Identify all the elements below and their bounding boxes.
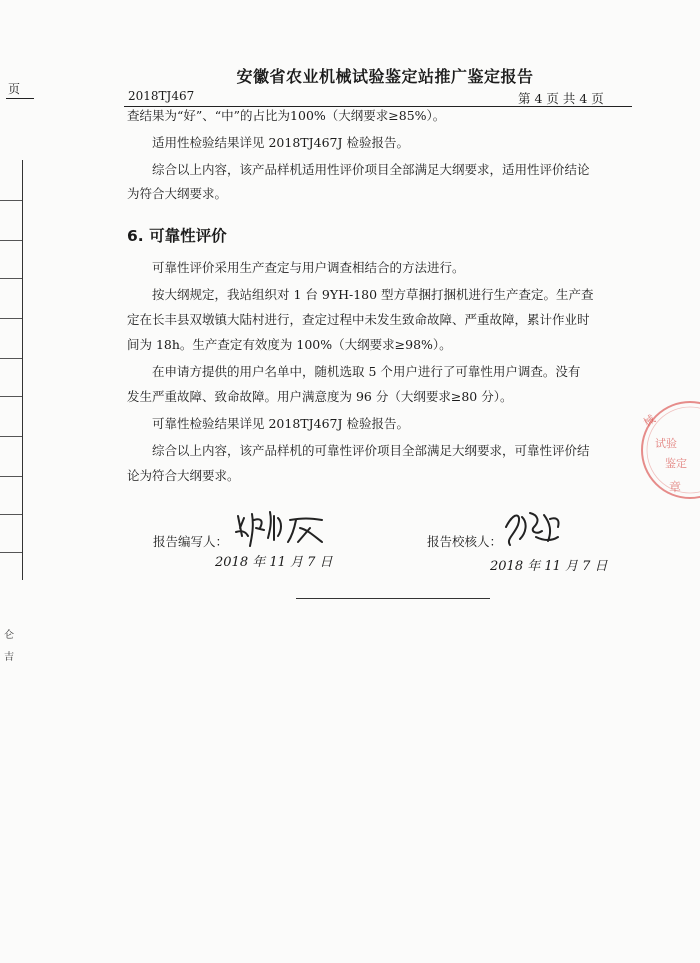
- body-line: 综合以上内容，该产品样机适用性评价项目全部满足大纲要求，适用性评价结论: [152, 162, 590, 177]
- reviewer-date: 2018 年 11 月 7 日: [490, 559, 608, 574]
- margin-page-char: 页: [8, 82, 21, 96]
- bottom-rule: [296, 598, 490, 599]
- writer-label: 报告编写人：: [153, 534, 229, 549]
- body-line: 查结果为“好”、“中”的占比为100%（大纲要求≥85%）。: [127, 108, 446, 123]
- section-line: 可靠性检验结果详见 2018TJ467J 检验报告。: [152, 416, 409, 431]
- svg-text:试验: 试验: [655, 437, 677, 450]
- report-number: 2018TJ467: [128, 89, 195, 103]
- writer-signature: [230, 506, 350, 556]
- section-line: 论为符合大纲要求。: [127, 468, 240, 483]
- section-line: 可靠性评价采用生产查定与用户调查相结合的方法进行。: [152, 260, 465, 275]
- official-stamp: [635, 395, 700, 505]
- svg-text:鉴定: 鉴定: [665, 457, 687, 470]
- section-line: 按大纲规定，我站组织对 1 台 9YH-180 型方草捆打捆机进行生产查定。生产查: [152, 287, 594, 302]
- reviewer-label: 报告校核人：: [427, 534, 503, 549]
- section-title: 6. 可靠性评价: [127, 227, 227, 245]
- binding-strip: [0, 160, 23, 580]
- section-line: 定在长丰县双墩镇大陆村进行，查定过程中未发生致命故障、严重故障，累计作业时: [127, 312, 590, 327]
- body-line: 适用性检验结果详见 2018TJ467J 检验报告。: [152, 135, 409, 150]
- section-line: 综合以上内容，该产品样机的可靠性评价项目全部满足大纲要求，可靠性评价结: [152, 443, 590, 458]
- svg-text:章: 章: [669, 480, 682, 494]
- margin-rule: [6, 98, 34, 99]
- section-line: 发生严重故障、致命故障。用户满意度为 96 分（大纲要求≥80 分）。: [127, 389, 513, 404]
- reviewer-signature: [496, 505, 576, 555]
- svg-text:械: 械: [641, 412, 658, 430]
- body-line: 为符合大纲要求。: [127, 186, 228, 201]
- margin-scratch: 仑 吉: [4, 630, 14, 663]
- writer-date: 2018 年 11 月 7 日: [215, 555, 333, 570]
- page-info: 第 4 页 共 4 页: [518, 91, 604, 106]
- report-title: 安徽省农业机械试验鉴定站推广鉴定报告: [236, 67, 534, 86]
- section-line: 在申请方提供的用户名单中，随机选取 5 个用户进行了可靠性用户调查。没有: [152, 364, 581, 379]
- section-line: 间为 18h。生产查定有效度为 100%（大纲要求≥98%）。: [127, 337, 452, 352]
